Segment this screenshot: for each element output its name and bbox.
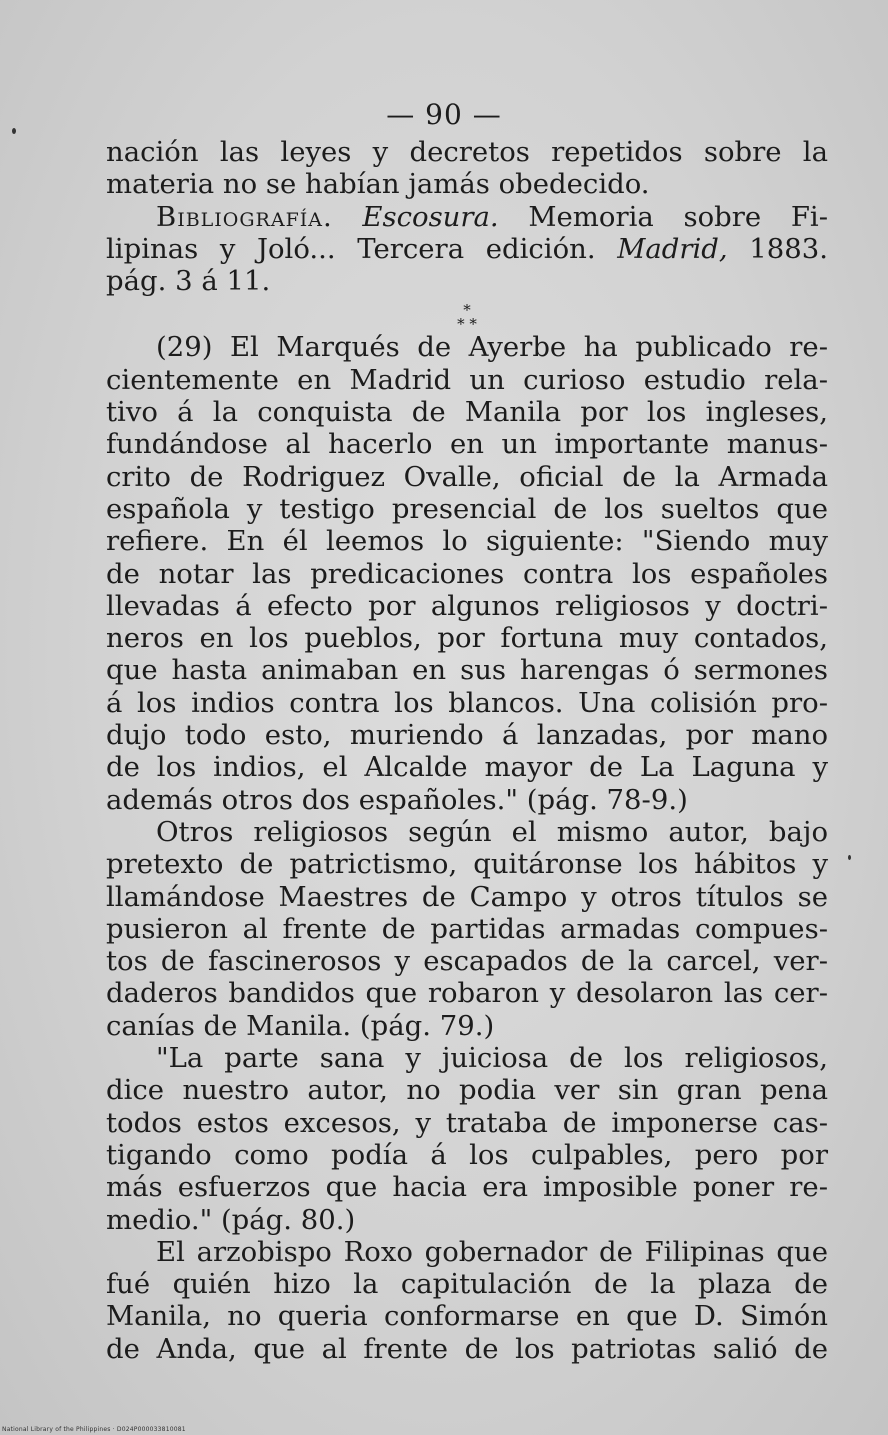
text-line: dice nuestro autor, no podia ver sin gran pena	[106, 1074, 828, 1107]
text-line: Otros religiosos según el mismo autor, bajo	[156, 815, 828, 848]
text-line: Manila, no queria conformarse en que D. Simón	[106, 1300, 828, 1333]
text-line: que hasta animaban en sus harengas ó sermones	[106, 654, 828, 687]
bibliography-label: Bibliografía.	[156, 200, 333, 233]
bibliography-title: Memoria sobre Fi-	[528, 200, 828, 233]
bibliography-line	[106, 201, 828, 233]
bibliography-pages: pág. 3 á 11.	[106, 265, 271, 298]
text-line: á los indios contra los blancos. Una colisión pro-	[106, 686, 828, 719]
bibliography-edition: lipinas y Joló... Tercera edición.	[106, 232, 596, 265]
bibliography-author: Escosura.	[362, 200, 499, 233]
text-line: más esfuerzos que hacia era imposible poner re-	[106, 1171, 828, 1204]
scan-credit: National Library of the Philippines · D024P000033810081	[2, 1426, 186, 1433]
text-line: El arzobispo Roxo gobernador de Filipinas que	[156, 1235, 828, 1268]
text-line: dujo todo esto, muriendo á lanzadas, por mano	[106, 719, 828, 752]
text-line: nación las leyes y decretos repetidos sobre la	[106, 136, 828, 168]
text-line: de notar las predicaciones contra los españoles	[106, 557, 828, 590]
text-line: refiere. En él leemos lo siguiente: "Siendo muy	[106, 525, 828, 558]
asterism-divider	[106, 297, 828, 334]
text-line: medio." (pág. 80.)	[106, 1203, 356, 1236]
body-text	[106, 136, 828, 1365]
text-line: fué quién hizo la capitulación de la plaza de	[106, 1268, 828, 1301]
text-line: crito de Rodriguez Ovalle, oficial de la Armada	[106, 460, 828, 493]
paragraph-parte-sana	[106, 1042, 828, 1236]
text-line: española y testigo presencial de los sueltos que	[106, 492, 828, 525]
page-number: — 90 —	[386, 98, 502, 131]
text-line: llevadas á efecto por algunos religiosos y doctri-	[106, 589, 828, 622]
text-line: tos de fascinerosos y escapados de la carcel, ver-	[106, 945, 828, 978]
text-line: tigando como podía á los culpables, pero por	[106, 1138, 828, 1171]
text-line: materia no se habían jamás obedecido.	[106, 168, 650, 201]
text-line: cientemente en Madrid un curioso estudio rela-	[106, 363, 828, 396]
paragraph-arzobispo	[106, 1236, 828, 1365]
text-line: "La parte sana y juiciosa de los religiosos,	[156, 1042, 828, 1075]
text-line: todos estos excesos, y trataba de imponerse cas-	[106, 1106, 828, 1139]
text-line: tivo á la conquista de Manila por los ingleses,	[106, 396, 828, 429]
paragraph-29	[106, 331, 828, 815]
text-line: llamándose Maestres de Campo y otros títulos se	[106, 880, 828, 913]
bibliography-line	[106, 233, 828, 265]
text-line: de los indios, el Alcalde mayor de La Laguna y	[106, 751, 828, 784]
text-line: fundándose al hacerlo en un importante manus-	[106, 428, 828, 461]
ink-speck	[848, 855, 851, 860]
bibliography-year: 1883.	[749, 232, 828, 265]
text-line: (29) El Marqués de Ayerbe ha publicado re-	[156, 331, 828, 364]
text-line: daderos bandidos que robaron y desolaron las cer-	[106, 977, 828, 1010]
bibliography-city: Madrid,	[617, 232, 728, 265]
text-line: neros en los pueblos, por fortuna muy contados,	[106, 622, 828, 655]
text-line: canías de Manila. (pág. 79.)	[106, 1009, 495, 1042]
text-line: pretexto de patrictismo, quitáronse los hábitos y	[106, 848, 828, 881]
paragraph-otros-religiosos	[106, 816, 828, 1042]
text-line: pusieron al frente de partidas armadas compues-	[106, 912, 828, 945]
text-line: de Anda, que al frente de los patriotas salió de	[106, 1332, 828, 1365]
asterism-top: *	[463, 301, 471, 320]
text-line: además otros dos españoles." (pág. 78-9.)	[106, 783, 688, 816]
asterism-bottom: * *	[457, 315, 477, 334]
ink-speck	[12, 128, 16, 134]
